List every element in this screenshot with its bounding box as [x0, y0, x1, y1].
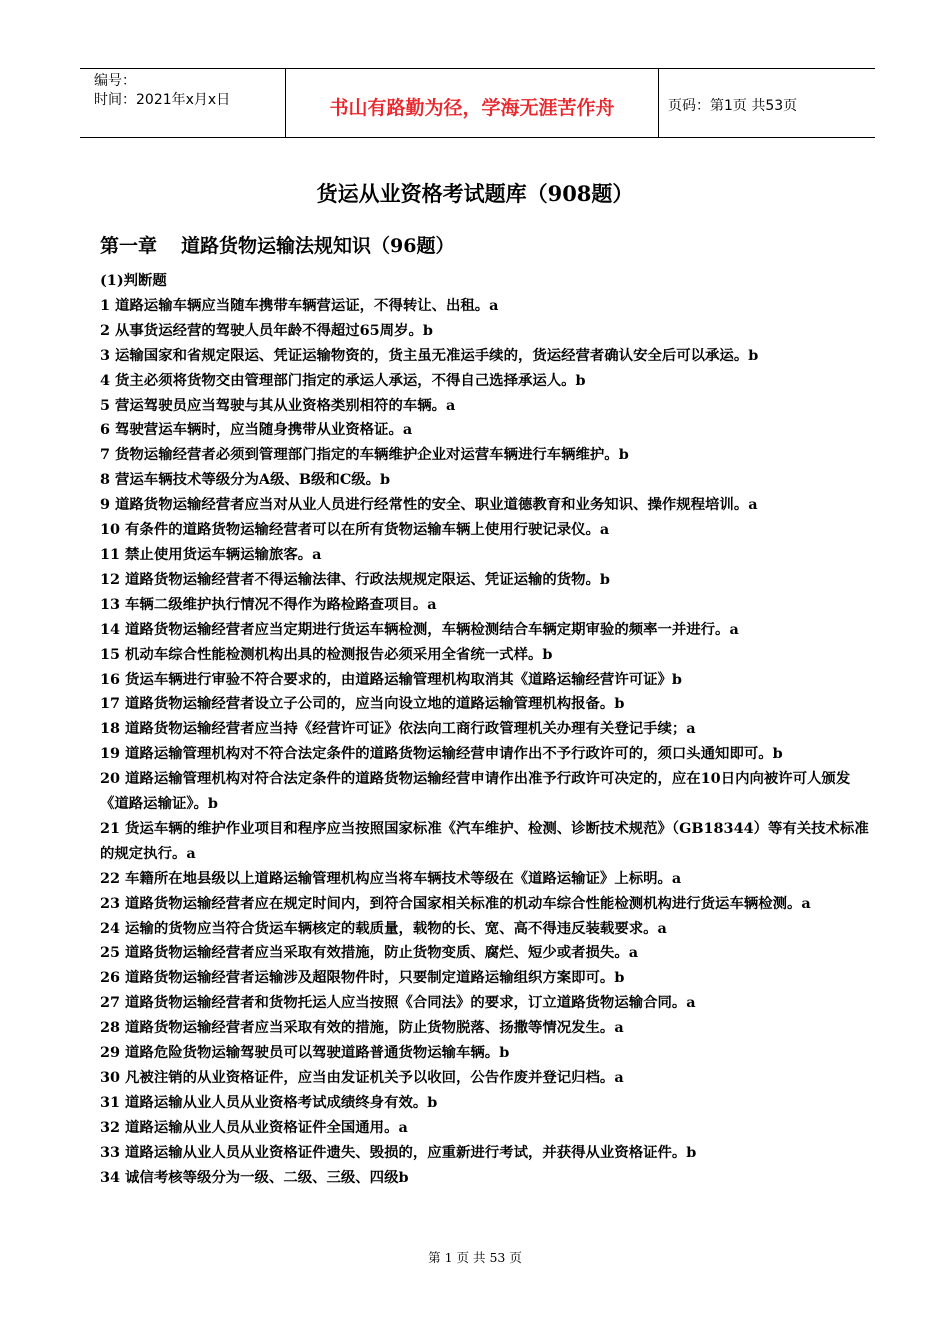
- question-item: 33 道路运输从业人员从业资格证件遗失、毁损的，应重新进行考试，并获得从业资格证件。b: [100, 1143, 697, 1161]
- question-item: 16 货运车辆进行审验不符合要求的，由道路运输管理机构取消其《道路运输经营许可证》b: [100, 670, 682, 688]
- question-item: 32 道路运输从业人员从业资格证件全国通用。a: [100, 1118, 408, 1136]
- question-item: 11 禁止使用货运车辆运输旅客。a: [100, 545, 322, 563]
- document-title: 货运从业资格考试题库（908题）: [316, 181, 634, 206]
- header-divider: [658, 69, 659, 137]
- chapter-heading: [100, 231, 454, 258]
- question-item: 4 货主必须将货物交由管理部门指定的承运人承运，不得自己选择承运人。b: [100, 371, 586, 389]
- section-heading: (1)判断题: [100, 272, 167, 289]
- question-item: 34 诚信考核等级分为一级、二级、三级、四级b: [100, 1168, 409, 1186]
- question-item: 13 车辆二级维护执行情况不得作为路检路查项目。a: [100, 595, 437, 613]
- question-item: 12 道路货物运输经营者不得运输法律、行政法规规定限运、凭证运输的货物。b: [100, 570, 610, 588]
- question-item: 20 道路运输管理机构对符合法定条件的道路货物运输经营申请作出准予行政许可决定的，应在10日内向被许可人颁发《道路运输证》。b: [100, 770, 851, 813]
- chapter-label: 第一章: [100, 235, 158, 257]
- question-item: 25 道路货物运输经营者应当采取有效措施，防止货物变质、腐烂、短少或者损失。a: [100, 944, 639, 962]
- question-item: 21 货运车辆的维护作业项目和程序应当按照国家标准《汽车维护、检测、诊断技术规范》（GB18344）等有关技术标准的规定执行。a: [100, 819, 869, 862]
- question-item: 10 有条件的道路货物运输经营者可以在所有货物运输车辆上使用行驶记录仪。a: [100, 521, 610, 539]
- question-item: 31 道路运输从业人员从业资格考试成绩终身有效。b: [100, 1093, 438, 1111]
- question-item: 23 道路货物运输经营者应在规定时间内，到符合国家相关标准的机动车综合性能检测机构进行货运车辆检测。a: [100, 894, 811, 912]
- question-item: 9 道路货物运输经营者应当对从业人员进行经常性的安全、职业道德教育和业务知识、操作规程培训。a: [100, 496, 758, 514]
- question-item: 15 机动车综合性能检测机构出具的检测报告必须采用全省统一式样。b: [100, 645, 553, 663]
- number-label: 编号：: [94, 73, 136, 89]
- question-item: 8 营运车辆技术等级分为A级、B级和C级。b: [100, 471, 391, 489]
- question-item: 22 车籍所在地县级以上道路运输管理机构应当将车辆技术等级在《道路运输证》上标明。a: [100, 869, 682, 887]
- question-item: 17 道路货物运输经营者设立子公司的，应当向设立地的道路运输管理机构报备。b: [100, 695, 625, 713]
- question-item: 6 驾驶营运车辆时，应当随身携带从业资格证。a: [100, 421, 413, 439]
- question-item: 7 货物运输经营者必须到管理部门指定的车辆维护企业对运营车辆进行车辆维护。b: [100, 446, 629, 464]
- header-meta: [94, 72, 284, 110]
- question-item: 18 道路货物运输经营者应当持《经营许可证》依法向工商行政管理机关办理有关登记手续；a: [100, 720, 696, 738]
- chapter-name: 道路货物运输法规知识（96题）: [181, 235, 455, 257]
- header-page-number: 页码：第1页 共53页: [668, 98, 798, 114]
- question-item: 2 从事货运经营的驾驶人员年龄不得超过65周岁。b: [100, 321, 433, 339]
- page-header: [80, 68, 875, 138]
- question-item: 29 道路危险货物运输驾驶员可以驾驶道路普通货物运输车辆。b: [100, 1044, 510, 1062]
- question-item: 14 道路货物运输经营者应当定期进行货运车辆检测，车辆检测结合车辆定期审验的频率一并进行。a: [100, 620, 739, 638]
- question-item: 24 运输的货物应当符合货运车辆核定的载质量，载物的长、宽、高不得违反装载要求。a: [100, 919, 667, 937]
- question-item: 27 道路货物运输经营者和货物托运人应当按照《合同法》的要求，订立道路货物运输合同。a: [100, 994, 696, 1012]
- question-item: 5 营运驾驶员应当驾驶与其从业资格类别相符的车辆。a: [100, 396, 456, 414]
- question-item: 1 道路运输车辆应当随车携带车辆营运证，不得转让、出租。a: [100, 296, 499, 314]
- question-item: 28 道路货物运输经营者应当采取有效的措施，防止货物脱落、扬撒等情况发生。a: [100, 1019, 624, 1037]
- time-label: 时间：2021年x月x日: [94, 92, 231, 108]
- page-footer: 第 1 页 共 53 页: [428, 1250, 522, 1265]
- question-item: 26 道路货物运输经营者运输涉及超限物件时，只要制定道路运输组织方案即可。b: [100, 969, 625, 987]
- question-item: 30 凡被注销的从业资格证件，应当由发证机关予以收回，公告作废并登记归档。a: [100, 1069, 624, 1086]
- question-item: 3 运输国家和省规定限运、凭证运输物资的，货主虽无准运手续的，货运经营者确认安全后可以承运。b: [100, 346, 759, 364]
- question-item: 19 道路运输管理机构对不符合法定条件的道路货物运输经营申请作出不予行政许可的，须口头通知即可。b: [100, 745, 783, 763]
- question-list: [100, 269, 875, 1191]
- header-motto: 书山有路勤为径，学海无涯苦作舟: [329, 97, 615, 119]
